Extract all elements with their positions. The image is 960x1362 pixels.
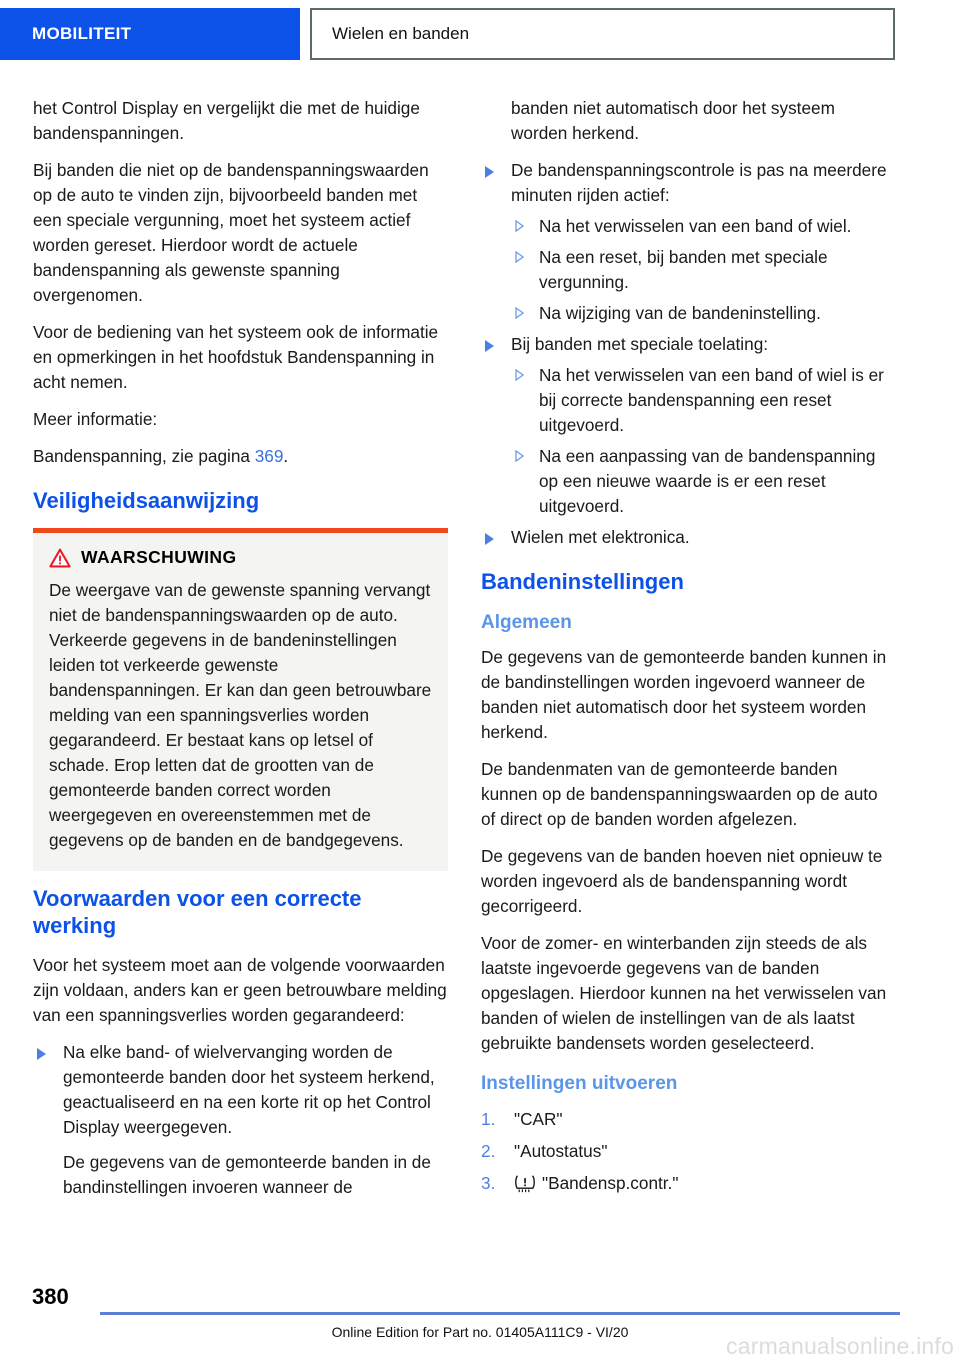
step-item — [481, 1106, 896, 1133]
sub-list-item — [511, 363, 896, 438]
triangle-bullet-icon — [485, 340, 494, 352]
paragraph: het Control Display en vergelijkt die met de huidige bandenspanningen. — [33, 98, 420, 143]
paragraph: Voor de zomer- en winterbanden zijn steeds de als laatste ingevoerde gegevens van de banden opgeslagen. Hierdoor kunnen na het verwisselen van banden of wielen de instellingen van de als laatst gebruikte bandensets worden geselecteerd. — [481, 933, 887, 1053]
cross-reference — [33, 444, 448, 469]
sub-list — [511, 363, 896, 519]
left-column — [33, 96, 448, 1212]
sub-list-item-text: Na wijziging van de bandeninstelling. — [539, 303, 821, 323]
step-item — [481, 1170, 896, 1201]
sub-list — [511, 214, 896, 326]
sub-list-item-text: Na een reset, bij banden met speciale vergunning. — [539, 247, 828, 292]
step-item — [481, 1138, 896, 1165]
page-header — [0, 8, 960, 60]
cross-reference-suffix: . — [283, 446, 289, 466]
watermark: carmanualsonline.info — [726, 1333, 954, 1359]
paragraph: Voor de bediening van het systeem ook de informatie en opmerkingen in het hoofdstuk Bandenspanning in acht nemen. — [33, 322, 439, 392]
paragraph: Meer informatie: — [33, 409, 158, 429]
triangle-bullet-icon — [515, 251, 524, 263]
list-item-text: Na elke band- of wielvervanging worden de gemonteerde banden door het systeem herkend, geactualiseerd en na een korte rit op het Control Display weergegeven. — [63, 1042, 435, 1137]
list-item — [33, 1040, 448, 1140]
sub-list-item — [511, 301, 896, 326]
section-tab-label: MOBILITEIT — [32, 24, 132, 43]
warning-box — [33, 528, 448, 871]
triangle-bullet-icon — [515, 307, 524, 319]
warning-triangle-icon — [49, 548, 71, 568]
list-item — [481, 158, 896, 326]
step-label: "Bandensp.contr." — [542, 1173, 679, 1193]
list-item-text: De gegevens van de gemonteerde banden in de bandinstellingen invoeren wanneer de — [63, 1152, 431, 1197]
triangle-bullet-icon — [485, 533, 494, 545]
list-item-text: Bij banden met speciale toelating: — [511, 334, 769, 354]
warning-header — [49, 547, 432, 568]
cross-reference-page-link[interactable]: 369 — [254, 446, 284, 466]
section-tab — [0, 8, 300, 60]
step-label: "CAR" — [514, 1109, 563, 1129]
heading-instellingen-uitvoeren: Instellingen uitvoeren — [481, 1073, 678, 1094]
right-column — [481, 96, 896, 1213]
page-footer — [0, 1256, 960, 1362]
heading-algemeen: Algemeen — [481, 612, 572, 633]
triangle-bullet-icon — [485, 166, 494, 178]
active-conditions-list — [481, 158, 896, 550]
sub-list-item-text: Na een aanpassing van de bandenspanning op een nieuwe waarde is er een reset uitgevoerd. — [539, 446, 876, 516]
list-item-continuation — [33, 1150, 448, 1200]
heading-voorwaarden: Voorwaarden voor een correcte werking — [33, 886, 362, 938]
list-item-text: De bandenspanningscontrole is pas na meerdere minuten rijden actief: — [511, 160, 887, 205]
paragraph-continuation: banden niet automatisch door het systeem worden herkend. — [511, 98, 835, 143]
tire-pressure-icon — [514, 1174, 536, 1201]
chapter-title: Wielen en banden — [332, 24, 470, 43]
paragraph: Bij banden die niet op de bandenspanningswaarden op de auto te vinden zijn, bijvoorbeeld banden met een speciale vergunning, moet het systeem actief worden gereset. Hierdoor wordt de actuele bandenspanning als gewenste spanning overgenomen. — [33, 160, 429, 305]
heading-veiligheidsaanwijzing: Veiligheidsaanwijzing — [33, 488, 260, 513]
triangle-bullet-icon — [515, 369, 524, 381]
settings-steps-list — [481, 1106, 896, 1201]
triangle-bullet-icon — [515, 220, 524, 232]
list-item-text: Wielen met elektronica. — [511, 527, 690, 547]
paragraph: De gegevens van de banden hoeven niet opnieuw te worden ingevoerd als de bandenspanning wordt gecorrigeerd. — [481, 846, 883, 916]
paragraph: Voor het systeem moet aan de volgende voorwaarden zijn voldaan, anders kan er geen betrouwbare melding van een spanningsverlies worden gegarandeerd: — [33, 955, 447, 1025]
edition-notice: Online Edition for Part no. 01405A111C9 - VI/20 — [331, 1324, 629, 1340]
triangle-bullet-icon — [37, 1048, 46, 1060]
page-number: 380 — [32, 1284, 69, 1309]
list-item — [481, 525, 896, 550]
sub-list-item — [511, 214, 896, 239]
list-item — [481, 332, 896, 519]
sub-list-item — [511, 245, 896, 295]
sub-list-item — [511, 444, 896, 519]
triangle-bullet-icon — [515, 450, 524, 462]
sub-list-item-text: Na het verwisselen van een band of wiel. — [539, 216, 852, 236]
footer-divider — [100, 1312, 900, 1315]
warning-body: De weergave van de gewenste spanning vervangt niet de bandenspanningswaarden op de auto. Verkeerde gegevens in de bandeninstellingen leiden tot verkeerde gewenste bandenspanningen. Er kan dan geen betrouwbare melding van een spanningsverlies worden gegarandeerd. Er bestaat kans op letsel of schade. Erop letten dat de grootten van de gemonteerde banden correct worden weergegeven en overeenstemmen met de gegevens op de banden en de bandgegevens. — [49, 580, 432, 850]
conditions-list — [33, 1040, 448, 1200]
paragraph: De bandenmaten van de gemonteerde banden kunnen op de bandenspanningswaarden op de auto of direct op de banden worden afgelezen. — [481, 759, 878, 829]
chapter-title-box — [310, 8, 895, 60]
warning-title: WAARSCHUWING — [81, 547, 237, 567]
step-label: "Autostatus" — [514, 1141, 608, 1161]
heading-bandeninstellingen: Bandeninstellingen — [481, 569, 684, 594]
paragraph: De gegevens van de gemonteerde banden kunnen in de bandinstellingen worden ingevoerd wanneer de banden niet automatisch door het systeem worden herkend. — [481, 647, 887, 742]
sub-list-item-text: Na het verwisselen van een band of wiel is er bij correcte bandenspanning een reset uitgevoerd. — [539, 365, 884, 435]
page-body — [0, 96, 960, 1256]
cross-reference-prefix: Bandenspanning, zie pagina — [33, 446, 255, 466]
